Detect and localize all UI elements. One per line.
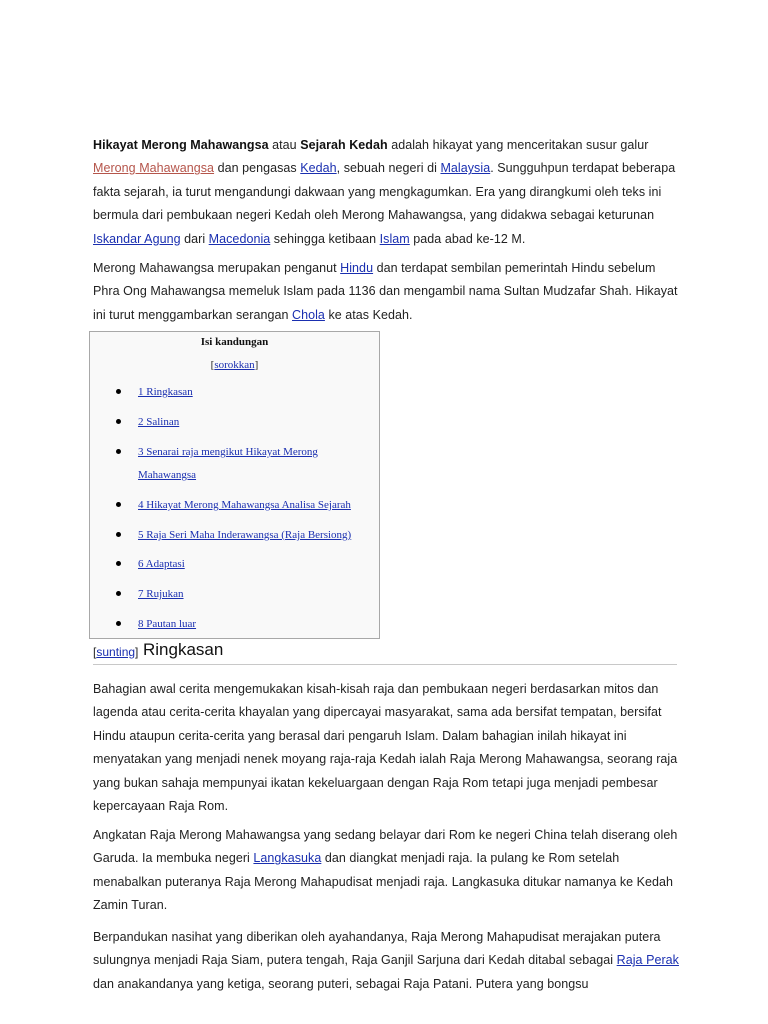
bracket: [ (210, 359, 215, 371)
bullet-icon (116, 621, 121, 626)
toc-link-adaptasi[interactable]: 6 Adaptasi (138, 558, 185, 570)
toc-link-ringkasan[interactable]: 1 Ringkasan (138, 386, 193, 398)
bullet-icon (116, 532, 121, 537)
text-span: dan anakandanya yang ketiga, seorang puteri, sebagai Raja Patani. Putera yang bongsu (93, 976, 589, 991)
hindu-paragraph (93, 257, 681, 327)
section-heading-ringkasan (93, 640, 677, 665)
toc-link-analisa-sejarah[interactable]: 4 Hikayat Merong Mahawangsa Analisa Sejarah (138, 499, 351, 511)
text-span: Angkatan Raja Merong Mahawangsa yang sedang belayar dari Rom ke negeri China telah diserang oleh Garuda. Ia membuka negeri (93, 828, 678, 866)
bullet-icon (116, 591, 121, 596)
text-span: . Sungguhpun terdapat beberapa fakta sejarah, ia turut mengandungi dakwaan yang mengkagumkan. Era yang dirangkumi oleh teks ini bermula dari pembukaan negeri Kedah oleh Merong Mahawangsa, yang didakwa sebagai keturunan (93, 161, 676, 223)
link-malaysia[interactable]: Malaysia (440, 161, 491, 176)
toc-link-rujukan[interactable]: 7 Rujukan (138, 588, 184, 600)
toc-link-pautan-luar[interactable]: 8 Pautan luar (138, 618, 197, 630)
link-iskandar-agung[interactable]: Iskandar Agung (93, 231, 181, 246)
toc-toggle (90, 359, 379, 371)
text-span: dari (180, 231, 209, 246)
link-raja-perak[interactable]: Raja Perak (616, 953, 679, 968)
link-hindu[interactable]: Hindu (340, 261, 374, 275)
text-span: pada abad ke-12 M. (409, 231, 526, 246)
link-langkasuka[interactable]: Langkasuka (253, 851, 322, 866)
text-span: dan terdapat sembilan pemerintah Hindu sebelum Phra Ong Mahawangsa memeluk Islam pada 1136 dan mengambil nama Sultan Mudzafar Shah. Hikayat ini turut menggambarkan serangan (93, 261, 678, 322)
toc-link-salinan[interactable]: 2 Salinan (138, 416, 180, 428)
link-chola[interactable]: Chola (292, 307, 325, 322)
bullet-icon (116, 561, 121, 566)
text-span: dan pengasas (214, 161, 301, 176)
section-title: Ringkasan (143, 640, 224, 659)
text-span: ke atas Kedah. (324, 307, 413, 322)
link-merong-mahawangsa[interactable]: Merong Mahawangsa (93, 161, 215, 176)
text-span: Berpandukan nasihat yang diberikan oleh ayahandanya, Raja Merong Mahapudisat merajakan putera sulungnya menjadi Raja Siam, putera tengah, Raja Ganjil Sarjuna dari Kedah ditabal sebagai (93, 930, 661, 968)
bullet-icon (116, 389, 121, 394)
bullet-icon (116, 502, 121, 507)
intro-paragraph (93, 134, 681, 251)
toc-hide-link[interactable]: sorokkan (214, 359, 255, 371)
text-span: , sebuah negeri di (336, 161, 441, 176)
summary-paragraph-1: Bahagian awal cerita mengemukakan kisah-kisah raja dan pembukaan negeri berdasarkan mitos dan lagenda atau cerita-cerita khayalan yang dipercayai masyarakat, sama ada bersifat tempatan, bersifat Hindu ataupun cerita-cerita yang berasal dari pengaruh Islam. Dalam bahagian inilah hikayat ini menyatakan yang menjadi nenek moyang raja-raja Kedah ialah Raja Merong Mahawangsa, seorang raja yang bukan sahaja mempunyai ikatan kekeluargaan dengan Raja Rom tetapi juga menjadi pembesar kepercayaan Raja Rom. (93, 682, 678, 814)
bracket: ] (135, 645, 139, 659)
bullet-icon (116, 449, 121, 454)
bracket: ] (254, 359, 259, 371)
toc-title: Isi kandungan (200, 336, 269, 348)
text-span: adalah hikayat yang menceritakan susur galur (387, 138, 649, 152)
toc-link-senarai-raja[interactable]: 3 Senarai raja mengikut Hikayat Merong Mahawangsa (138, 446, 318, 481)
link-macedonia[interactable]: Macedonia (208, 231, 271, 246)
toc-link-raja-bersiong[interactable]: 5 Raja Seri Maha Inderawangsa (Raja Bersiong) (138, 529, 352, 541)
text-span: dan diangkat menjadi raja. Ia pulang ke Rom setelah menabalkan puteranya Raja Merong Mahapudisat menjadi raja. Langkasuka ditukar namanya ke Kedah Zamin Turan. (93, 851, 674, 913)
alt-title-bold: Sejarah Kedah (300, 138, 388, 152)
summary-paragraph-2 (93, 824, 683, 918)
edit-section-link[interactable]: sunting (96, 645, 136, 659)
text-span: atau (268, 138, 301, 152)
summary-paragraph-3 (93, 926, 683, 996)
bracket: [ (93, 645, 97, 659)
bullet-icon (116, 419, 121, 424)
table-of-contents (89, 331, 380, 639)
link-islam[interactable]: Islam (379, 231, 410, 246)
text-span: sehingga ketibaan (270, 231, 380, 246)
article-title-bold: Hikayat Merong Mahawangsa (93, 138, 269, 152)
section-edit (93, 645, 138, 659)
link-kedah[interactable]: Kedah (300, 161, 337, 176)
text-span: Merong Mahawangsa merupakan penganut (93, 261, 341, 275)
